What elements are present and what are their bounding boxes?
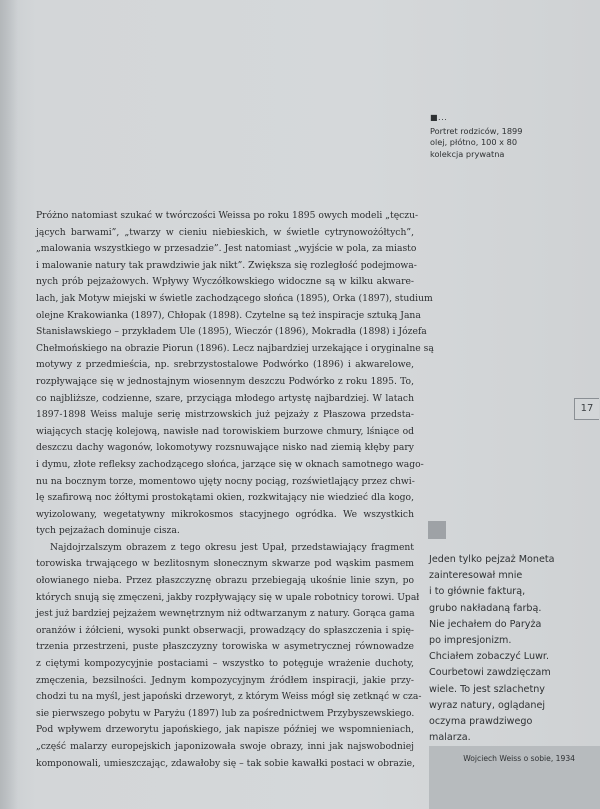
text-line: nu na bocznym torze, momentowo ujęty nocny pociąg, rozświetlający przez chwi-: [36, 475, 415, 487]
text-line: Najdojrzalszym obrazem z tego okresu jest Upał, przedstawiający fragment: [50, 541, 414, 553]
main-text-column: [36, 208, 434, 772]
text-line: Stanisławskiego – przykładem Ule (1895), Wieczór (1896), Mokradła (1898) i Józefa: [36, 326, 427, 338]
text-line: co najbliższe, codzienne, szare, przyciąga młodego artystę najbardziej. W latach: [36, 392, 414, 404]
text-line: sie pierwszego pobytu w Paryżu (1897) lub za pośrednictwem Przybyszewskiego.: [36, 707, 415, 719]
quote-line: Courbetowi zawdzięczam: [429, 667, 551, 679]
image-caption: [430, 112, 522, 160]
text-line: deszczu dachy wagonów, lokomotywy rozsnuwające nisko nad ziemią kłęby pary: [36, 442, 414, 454]
caption-title: Portret rodziców, 1899: [430, 125, 523, 136]
text-line: Próżno natomiast szukać w twórczości Weissa po roku 1895 owych modeli „tęczu-: [36, 210, 419, 221]
text-line: 1897-1898 Weiss maluje serię mistrzowskich już pejzaży z Płaszowa przedsta-: [36, 409, 414, 421]
text-line: wyizolowany, wegetatywny mikrokosmos stacyjnego ogródka. We wszystkich: [36, 508, 414, 520]
quote-line: grubo nakładaną farbą.: [429, 602, 542, 614]
quote-line: wiele. To jest szlachetny: [429, 683, 545, 695]
paragraph-1: [36, 208, 434, 540]
page-spine-shadow: [0, 0, 18, 809]
text-line: komponowali, umieszczając, zdawałoby się – tak sobie kawałki postaci w obrazie,: [36, 757, 416, 769]
text-line: oranżów i żółcieni, wysoki punkt obserwacji, prowadzący do spłaszczenia i spię-: [36, 624, 414, 636]
text-line: nych prób pejzażowych. Wpływy Wyczółkowskiego widoczne są w kilku akware-: [36, 276, 414, 288]
quote-line: Chciałem zobaczyć Luwr.: [429, 651, 550, 663]
caption-marker: ■...: [430, 113, 448, 122]
page-number: 17: [574, 398, 599, 420]
text-line: jest już bardziej pejzażem wewnętrznym niż odtwarzanym z natury. Gorąca gama: [36, 608, 415, 620]
text-line: „część malarzy europejskich japonizowała swoje obrazy, inni jak najswobodniej: [36, 741, 414, 752]
text-line: i malowanie natury tak prawdziwie jak nikt”. Zwiększa się rozległość podejmowa-: [36, 259, 417, 271]
caption-medium: olej, płótno, 100 x 80: [430, 137, 518, 147]
text-line: Chełmońskiego na obrazie Piorun (1896). Lecz najbardziej urzekające i oryginalne są: [36, 342, 434, 354]
quote-marker-square: [428, 521, 446, 539]
text-line: olejne Krakowianka (1897), Chłopak (1898). Czytelne są też inspiracje sztuką Jana: [36, 309, 421, 321]
text-line: wiających stację kolejową, nawisłe nad torowiskiem burzowe chmury, lśniące od: [36, 425, 414, 437]
text-line: zmęczenia, bezsilności. Jednym kompozycyjnym źródłem inspiracji, jakie przy-: [36, 674, 414, 686]
quote-attribution: Wojciech Weiss o sobie, 1934: [463, 754, 575, 763]
text-line: motywy z przedmieścia, np. srebrzystostalowe Podwórko (1896) i akwarelowe,: [36, 359, 414, 371]
quote-attribution-box: [429, 746, 600, 809]
caption-collection: kolekcja prywatna: [430, 148, 505, 159]
paragraph-2: [36, 540, 422, 772]
text-line: Pod wpływem drzeworytu japońskiego, jak napisze później we wspomnieniach,: [36, 724, 414, 736]
text-line: chodzi tu na myśl, jest japoński drzeworyt, z którym Weiss mógł się zetknąć w cza-: [36, 691, 422, 703]
quote-line: wyraz natury, oglądanej: [429, 699, 546, 711]
text-line: rozpływające się w jednostajnym wiosennym deszczu Podwórko z roku 1895. To,: [36, 375, 414, 387]
text-line: jących barwami”, „twarzy w cieniu niebieskich, w świetle cytrynowożółtych”,: [36, 226, 414, 238]
quote-line: Nie jechałem do Paryża: [429, 618, 542, 630]
text-line: z ciętymi kompozycyjnie postaciami – wszystko to potęguje wrażenie duchoty,: [36, 658, 414, 670]
text-line: trzenia przestrzeni, puste płaszczyzny torowiska w asymetrycznej równowadze: [36, 641, 414, 653]
artist-quote: [429, 552, 555, 746]
quote-line: i to głównie fakturą,: [429, 586, 526, 598]
text-line: torowiska trwającego w bezlitosnym słonecznym skwarze pod wąskim pasmem: [36, 558, 414, 570]
quote-line: malarza.: [429, 732, 471, 744]
quote-line: Jeden tylko pejzaż Moneta: [429, 554, 555, 565]
quote-line: po impresjonizm.: [429, 635, 512, 647]
quote-line: oczyma prawdziwego: [429, 716, 533, 728]
text-line: ołowianego nieba. Przez płaszczyznę obrazu przebiegają ukośnie linie szyn, po: [36, 575, 414, 587]
text-line: tych pejzażach dominuje cisza.: [36, 525, 180, 537]
quote-line: zainteresował mnie: [429, 570, 523, 582]
text-line: lach, jak Motyw miejski w świetle zachodzącego słońca (1895), Orka (1897), studium: [36, 292, 433, 304]
text-line: których snują się zmęczeni, jakby rozpływający się w upale robotnicy torowi. Upał: [36, 591, 420, 603]
text-line: lę szafirową noc żółtymi prostokątami okien, rozkwitający nie wiedzieć dla kogo,: [36, 492, 414, 504]
text-line: „malowania wszystkiego w przesadzie”. Jest natomiast „wyjście w pola, za miasto: [36, 243, 417, 255]
text-line: i dymu, złote refleksy zachodzącego słońca, jarzące się w oknach samotnego wago-: [36, 458, 424, 470]
